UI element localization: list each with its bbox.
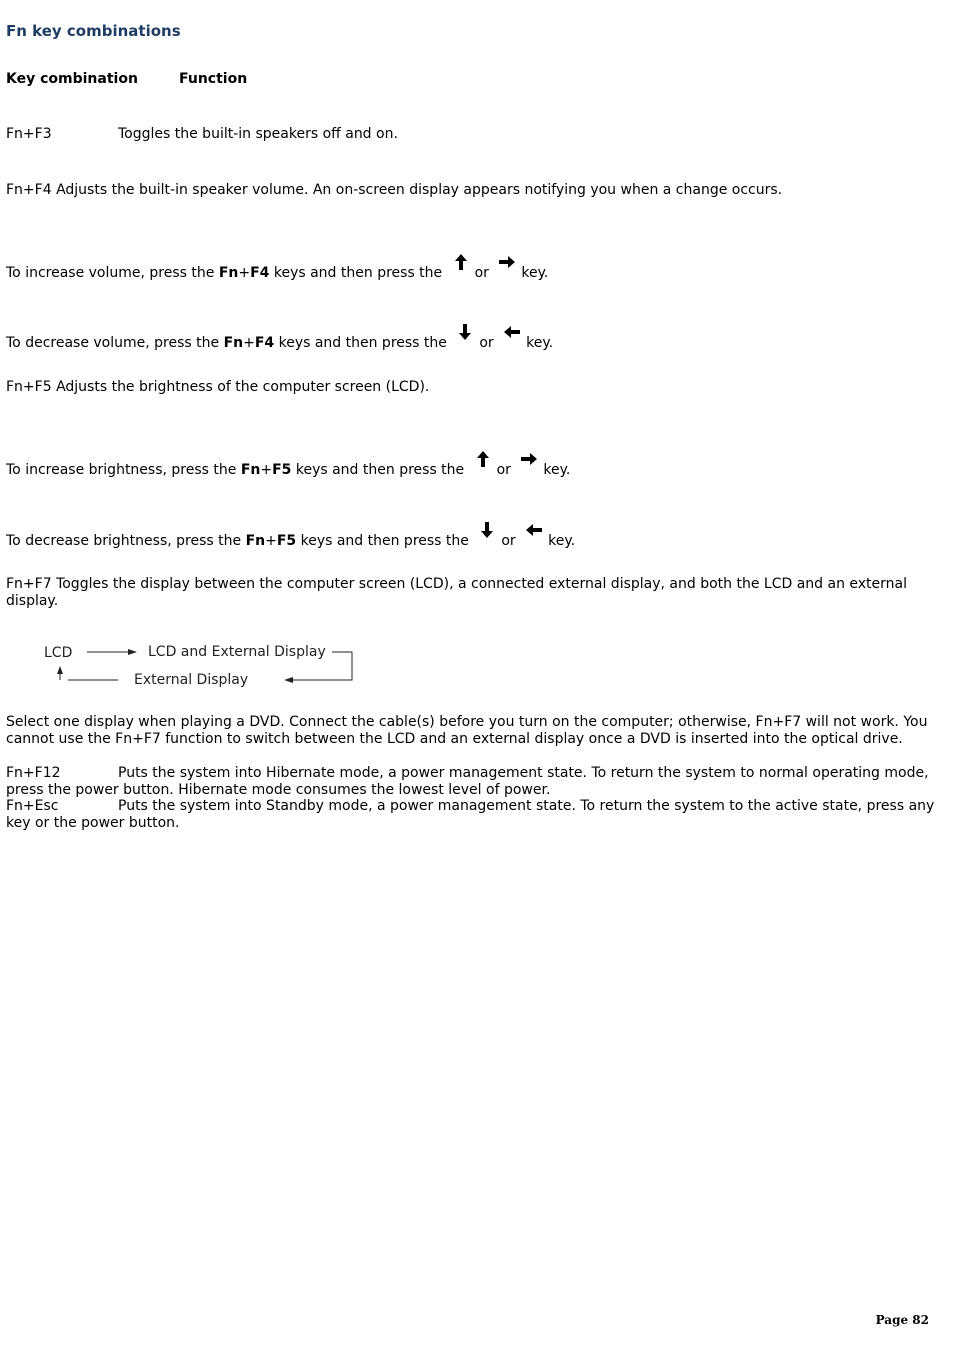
- arrow-down-icon: [473, 521, 501, 544]
- dvd-note: Select one display when playing a DVD. Connect the cable(s) before you turn on the computer; otherwise, Fn+F7 will not work. You cannot use the Fn+F7 function to switch between the LCD and an external display once a DVD is inserted into the optical drive.: [6, 714, 928, 747]
- instruction-mid: keys and then press the: [291, 462, 469, 478]
- arrow-right-icon: [515, 450, 543, 473]
- desc-fn-f3: Toggles the built-in speakers off and on.: [118, 126, 398, 142]
- diagram-both-label: LCD and External Display: [148, 644, 326, 660]
- page-number: Page 82: [875, 1313, 929, 1327]
- instruction-mid: keys and then press the: [269, 265, 447, 281]
- instruction-pre: To increase volume, press the: [6, 265, 219, 281]
- instruction-mid: keys and then press the: [274, 335, 452, 351]
- arrow-down-icon: [451, 323, 479, 346]
- instruction-increase-volume: [6, 253, 548, 282]
- arrow-left-icon: [284, 677, 293, 683]
- arrow-up-icon: [469, 450, 497, 473]
- key-label: key.: [526, 335, 554, 351]
- row-fn-f12: [6, 765, 946, 799]
- key-fn-f12: Fn+F12: [6, 765, 61, 781]
- instruction-pre: To decrease brightness, press the: [6, 533, 246, 549]
- plus: +: [238, 265, 251, 281]
- display-toggle-diagram: [30, 638, 370, 692]
- instruction-increase-brightness: [6, 450, 570, 479]
- key-f4: F4: [250, 265, 270, 281]
- key-fn: Fn: [245, 533, 266, 549]
- instruction-decrease-volume: [6, 323, 553, 352]
- page-title: Fn key combinations: [6, 22, 181, 40]
- key-fn-f3: Fn+F3: [6, 126, 52, 142]
- key-fn: Fn: [223, 335, 244, 351]
- plus: +: [243, 335, 255, 351]
- or-label: or: [474, 265, 489, 281]
- diagram-external-label: External Display: [134, 672, 249, 688]
- plus: +: [265, 533, 277, 549]
- instruction-pre: To decrease volume, press the: [6, 335, 224, 351]
- row-fn-f4: Fn+F4 Adjusts the built-in speaker volume. An on-screen display appears notifying you when a change occurs.: [6, 182, 783, 198]
- column-header-key-combination: Key combination: [6, 71, 138, 87]
- column-header-function: Function: [179, 71, 248, 87]
- desc-fn-f12: Puts the system into Hibernate mode, a power management state. To return the system to normal operating mode, press the power button. Hibernate mode consumes the lowest level of power.: [6, 765, 929, 798]
- diagram-lcd-label: LCD: [44, 645, 73, 661]
- key-fn: Fn: [240, 462, 261, 478]
- arrow-right-icon: [128, 649, 137, 655]
- key-label: key.: [543, 462, 571, 478]
- row-fn-esc: [6, 798, 946, 832]
- arrow-up-icon: [447, 253, 475, 276]
- arrow-up-icon: [57, 666, 63, 674]
- key-label: key.: [521, 265, 549, 281]
- row-fn-f5: Fn+F5 Adjusts the brightness of the computer screen (LCD).: [6, 379, 430, 395]
- plus: +: [260, 462, 273, 478]
- row-fn-f7: Fn+F7 Toggles the display between the computer screen (LCD), a connected external display, and both the LCD and an external display.: [6, 576, 908, 609]
- desc-fn-esc: Puts the system into Standby mode, a power management state. To return the system to the active state, press any key or the power button.: [6, 798, 935, 831]
- arrow-left-icon: [520, 521, 548, 544]
- or-label: or: [496, 462, 511, 478]
- instruction-mid: keys and then press the: [296, 533, 474, 549]
- or-label: or: [501, 533, 516, 549]
- key-f5: F5: [272, 462, 292, 478]
- arrow-left-icon: [498, 323, 526, 346]
- instruction-pre: To increase brightness, press the: [6, 462, 241, 478]
- key-f4: F4: [254, 335, 275, 351]
- key-label: key.: [548, 533, 576, 549]
- instruction-decrease-brightness: [6, 521, 575, 550]
- key-fn: Fn: [218, 265, 239, 281]
- arrow-right-icon: [493, 253, 521, 276]
- key-f5: F5: [276, 533, 297, 549]
- key-fn-esc: Fn+Esc: [6, 798, 59, 814]
- or-label: or: [479, 335, 494, 351]
